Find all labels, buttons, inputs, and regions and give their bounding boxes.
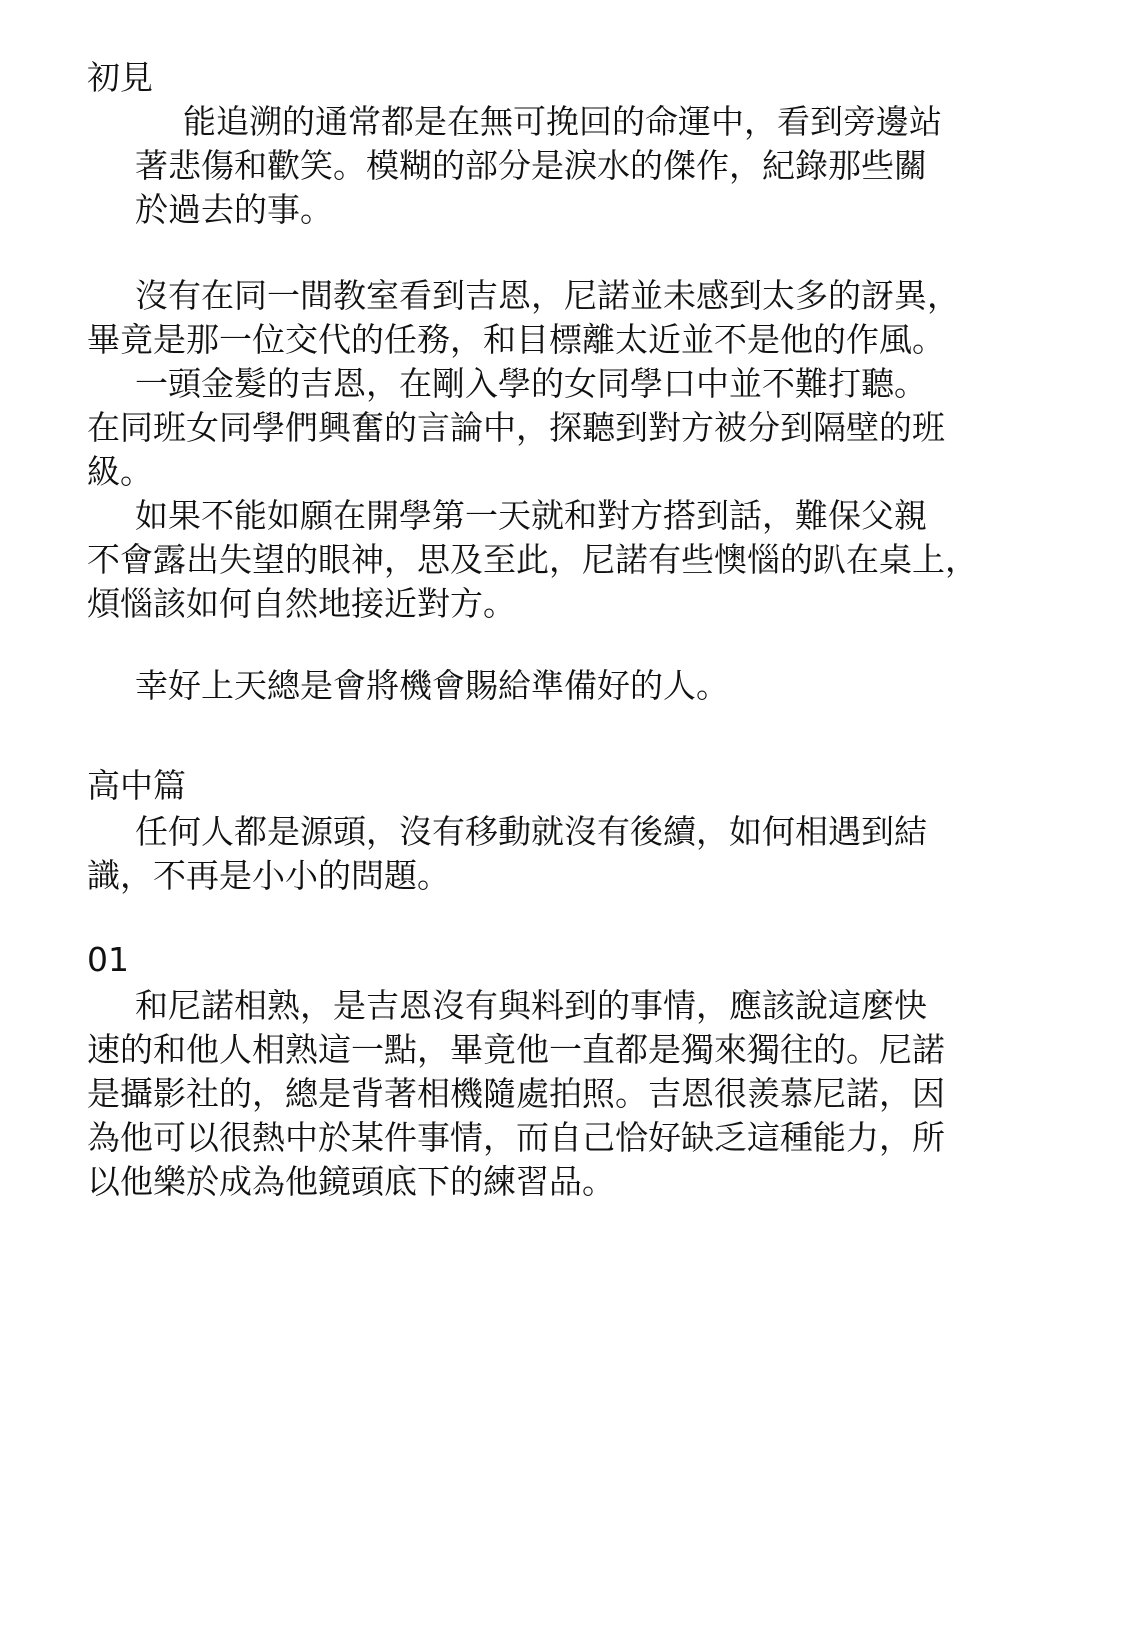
chapter-01-line-3: 是攝影社的，總是背著相機隨處拍照。吉恩很羨慕尼諾，因 xyxy=(87,1074,945,1113)
paragraph-2-line-1: 一頭金髮的吉恩，在剛入學的女同學口中並不難打聽。 xyxy=(135,364,927,403)
paragraph-3-line-3: 煩惱該如何自然地接近對方。 xyxy=(87,584,516,623)
paragraph-4-line-1: 幸好上天總是會將機會賜給準備好的人。 xyxy=(135,666,729,705)
section-heading-chujian: 初見 xyxy=(87,58,153,97)
paragraph-2-line-2: 在同班女同學們興奮的言論中，探聽到對方被分到隔壁的班 xyxy=(87,408,945,447)
paragraph-3-line-1: 如果不能如願在開學第一天就和對方搭到話，難保父親 xyxy=(135,496,927,535)
high-school-line-1: 任何人都是源頭，沒有移動就沒有後續，如何相遇到結 xyxy=(135,812,927,851)
chapter-number-heading: 01 xyxy=(87,940,129,979)
paragraph-1-line-1: 沒有在同一間教室看到吉恩，尼諾並未感到太多的訝異， xyxy=(135,276,960,315)
paragraph-3-line-2: 不會露出失望的眼神，思及至此，尼諾有些懊惱的趴在桌上， xyxy=(87,540,978,579)
chapter-01-line-5: 以他樂於成為他鏡頭底下的練習品。 xyxy=(87,1162,615,1201)
paragraph-2-line-3: 級。 xyxy=(87,452,153,491)
high-school-line-2: 識，不再是小小的問題。 xyxy=(87,856,450,895)
prologue-line-1: 能追溯的通常都是在無可挽回的命運中，看到旁邊站 xyxy=(183,102,942,141)
paragraph-1-line-2: 畢竟是那一位交代的任務，和目標離太近並不是他的作風。 xyxy=(87,320,945,359)
prologue-line-3: 於過去的事。 xyxy=(135,190,333,229)
chapter-01-line-2: 速的和他人相熟這一點，畢竟他一直都是獨來獨往的。尼諾 xyxy=(87,1030,945,1069)
chapter-01-line-4: 為他可以很熱中於某件事情，而自己恰好缺乏這種能力，所 xyxy=(87,1118,945,1157)
chapter-01-line-1: 和尼諾相熟，是吉恩沒有與料到的事情，應該說這麼快 xyxy=(135,986,927,1025)
prologue-line-2: 著悲傷和歡笑。模糊的部分是淚水的傑作，紀錄那些關 xyxy=(135,146,927,185)
section-heading-high-school: 高中篇 xyxy=(87,766,186,805)
